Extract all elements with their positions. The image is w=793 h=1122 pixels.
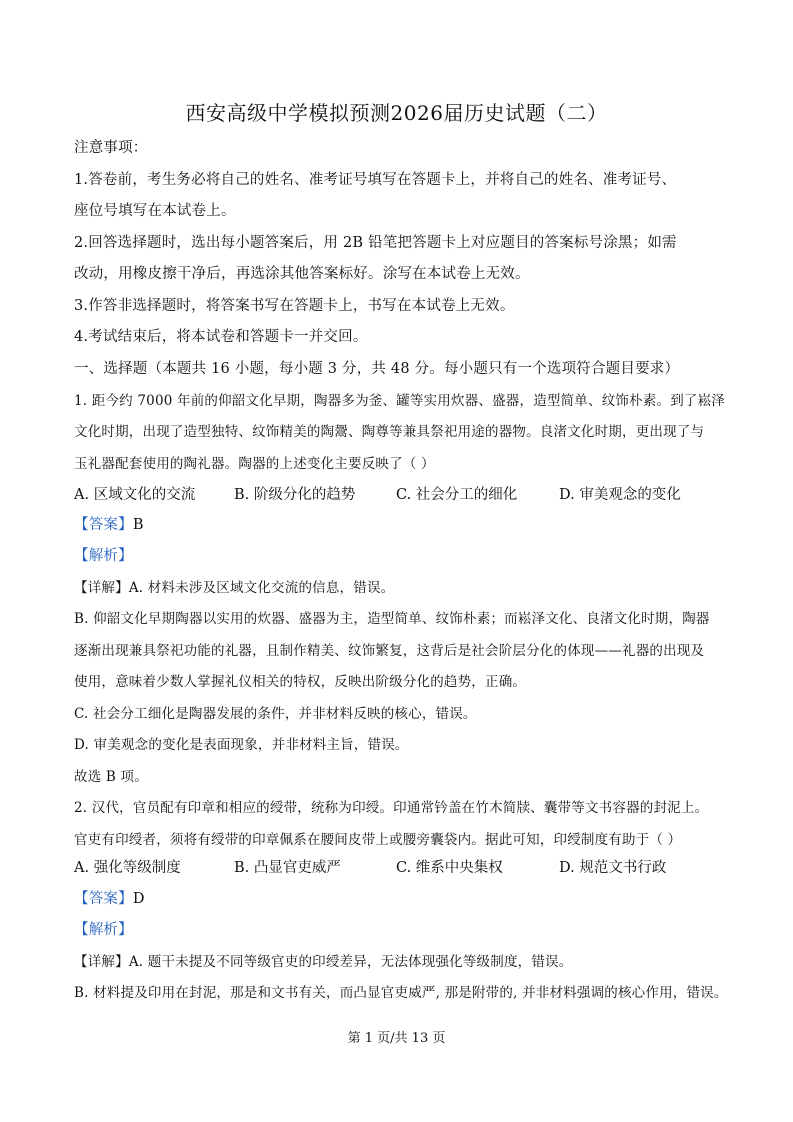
- notice-item-1: 1.答卷前，考生务必将自己的姓名、准考证号填写在答题卡上，并将自己的姓名、准考证号、: [74, 172, 677, 188]
- q2-answer: [74, 887, 719, 908]
- q2-stem-line-1: 2. 汉代，官员配有印章和相应的绶带，统称为印绶。印通常钤盖在竹木简牍、囊带等文书容器的封泥上。: [74, 800, 709, 816]
- q1-option-a: A. 区域文化的交流: [74, 487, 196, 503]
- q1-option-c: C. 社会分工的细化: [396, 487, 518, 503]
- notice-item-3: 3.作答非选择题时，将答案书写在答题卡上，书写在本试卷上无效。: [74, 298, 515, 314]
- q2-detail-tag: 【详解】: [74, 954, 129, 970]
- page-footer: 第 1 页/共 13 页: [347, 1031, 446, 1046]
- q1-option-d: D. 审美观念的变化: [559, 487, 681, 503]
- q2-option-a: A. 强化等级制度: [74, 860, 181, 876]
- q1-detail-a: [74, 576, 719, 596]
- q1-stem-line-3: 玉礼器配套使用的陶礼器。陶器的上述变化主要反映了（ ）: [74, 456, 435, 472]
- q1-answer-tag: 【答案】: [74, 517, 133, 533]
- section-heading: 一、选择题（本题共 16 小题，每小题 3 分，共 48 分。每小题只有一个选项符合题目要求）: [74, 361, 680, 377]
- notice-heading: 注意事项：: [74, 140, 148, 156]
- q2-option-c: C. 维系中央集权: [396, 860, 503, 876]
- q1-answer: [74, 513, 719, 534]
- q1-detail-tag: 【详解】: [74, 580, 129, 596]
- q1-detail-c: C. 社会分工细化是陶器发展的条件，并非材料反映的核心，错误。: [74, 706, 477, 722]
- q1-answer-value: B: [132, 517, 144, 533]
- q2-detail-a-text: A. 题干未提及不同等级官吏的印绶差异，无法体现强化等级制度，错误。: [128, 954, 573, 970]
- page-title: 西安高级中学模拟预测2026届历史试题（二）: [185, 101, 608, 125]
- notice-item-2: 2.回答选择题时，选出每小题答案后，用 2B 铅笔把答题卡上对应题目的答案标号涂黑；如需: [74, 235, 677, 251]
- q1-stem-line-2: 文化时期，出现了造型独特、纹饰精美的陶鬶、陶尊等兼具祭祀用途的器物。良渚文化时期，更出现了与: [74, 424, 705, 440]
- q2-detail-b: B. 材料提及印用在封泥，那是和文书有关，而凸显官吏威严, 那是附带的, 并非材料强调的核心作用，错误。: [74, 985, 728, 1001]
- q2-analysis-tag: 【解析】: [74, 922, 133, 938]
- q1-detail-b-line-3: 使用，意味着少数人掌握礼仪相关的特权，反映出阶级分化的趋势，正确。: [74, 674, 527, 690]
- q2-answer-value: D: [132, 891, 145, 907]
- q1-stem-line-1: 1. 距今约 7000 年前的仰韶文化早期，陶器多为釜、罐等实用炊器、盛器，造型简单、纹饰朴素。到了崧泽: [74, 393, 726, 409]
- q1-detail-b-line-2: 逐渐出现兼具祭祀功能的礼器，且制作精美、纹饰繁复，这背后是社会阶层分化的体现——礼器的出现及: [74, 643, 705, 659]
- q1-detail-d: D. 审美观念的变化是表面现象，并非材料主旨，错误。: [74, 737, 409, 753]
- q2-answer-tag: 【答案】: [74, 891, 133, 907]
- q2-detail-a: [74, 950, 719, 970]
- q1-detail-b-line-1: B. 仰韶文化早期陶器以实用的炊器、盛器为主，造型简单、纹饰朴素；而崧泽文化、良渚文化时期，陶器: [74, 611, 710, 627]
- notice-item-1-cont: 座位号填写在本试卷上。: [74, 203, 236, 219]
- q1-option-b: B. 阶级分化的趋势: [234, 487, 356, 503]
- q2-option-d: D. 规范文书行政: [559, 860, 667, 876]
- q1-analysis-tag: 【解析】: [74, 548, 133, 564]
- q1-detail-a-text: A. 材料未涉及区域文化交流的信息，错误。: [128, 580, 395, 596]
- notice-item-2-cont: 改动，用橡皮擦干净后，再选涂其他答案标好。涂写在本试卷上无效。: [74, 266, 530, 282]
- q2-option-b: B. 凸显官吏威严: [234, 860, 341, 876]
- q2-stem-line-2: 官吏有印绶者，须将有绶带的印章佩系在腰间皮带上或腰旁囊袋内。据此可知，印绶制度有助于（ ）: [74, 832, 682, 848]
- q1-conclusion: 故选 B 项。: [74, 769, 148, 785]
- notice-item-4: 4.考试结束后，将本试卷和答题卡一并交回。: [74, 329, 368, 345]
